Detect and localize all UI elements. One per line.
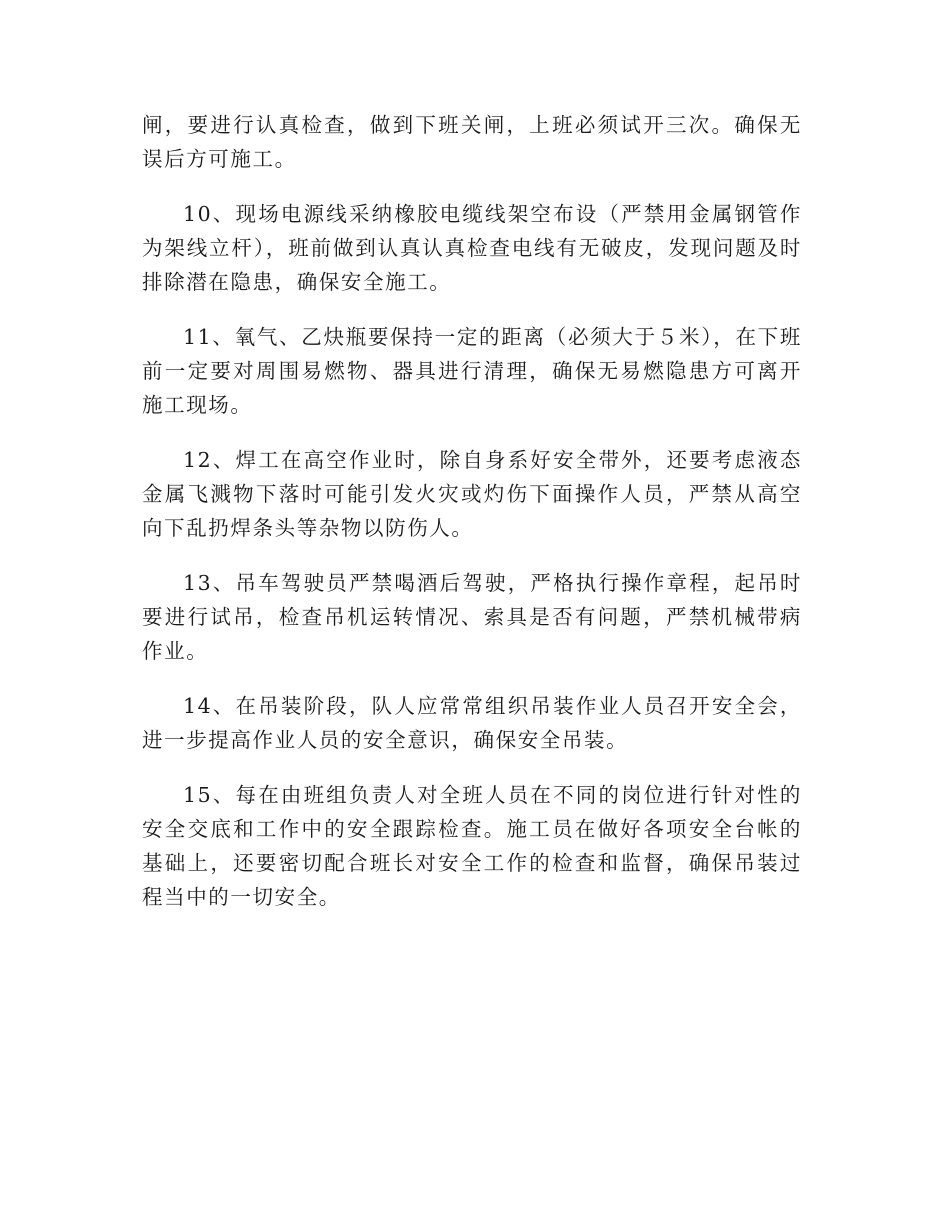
paragraph-item-15: 15、每在由班组负责人对全班人员在不同的岗位进行针对性的安全交底和工作中的安全跟踪检查。施工员在做好各项安全台帐的基础上，还要密切配合班长对安全工作的检查和监督，确保吊装过程当中的一切安全。 — [142, 783, 802, 909]
paragraph-item-14: 14、在吊装阶段，队人应常常组织吊装作业人员召开安全会，进一步提高作业人员的安全意识，确保安全吊装。 — [142, 694, 802, 752]
paragraph-item-12: 12、焊工在高空作业时，除自身系好安全带外，还要考虑液态金属飞溅物下落时可能引发火灾或灼伤下面操作人员，严禁从高空向下乱扔焊条头等杂物以防伤人。 — [142, 448, 802, 540]
paragraph-continuation: 闸，要进行认真检查，做到下班关闸，上班必须试开三次。确保无误后方可施工。 — [142, 113, 802, 171]
paragraph-item-10: 10、现场电源线采纳橡胶电缆线架空布设（严禁用金属钢管作为架线立杆），班前做到认真认真检查电线有无破皮，发现问题及时排除潜在隐患，确保安全施工。 — [142, 202, 802, 294]
paragraph-item-11: 11、氧气、乙炔瓶要保持一定的距离（必须大于５米），在下班前一定要对周围易燃物、器具进行清理，确保无易燃隐患方可离开施工现场。 — [142, 325, 802, 417]
document-body — [142, 108, 802, 935]
paragraph-item-13: 13、吊车驾驶员严禁喝酒后驾驶，严格执行操作章程，起吊时要进行试吊，检查吊机运转情况、索具是否有问题，严禁机械带病作业。 — [142, 571, 802, 663]
